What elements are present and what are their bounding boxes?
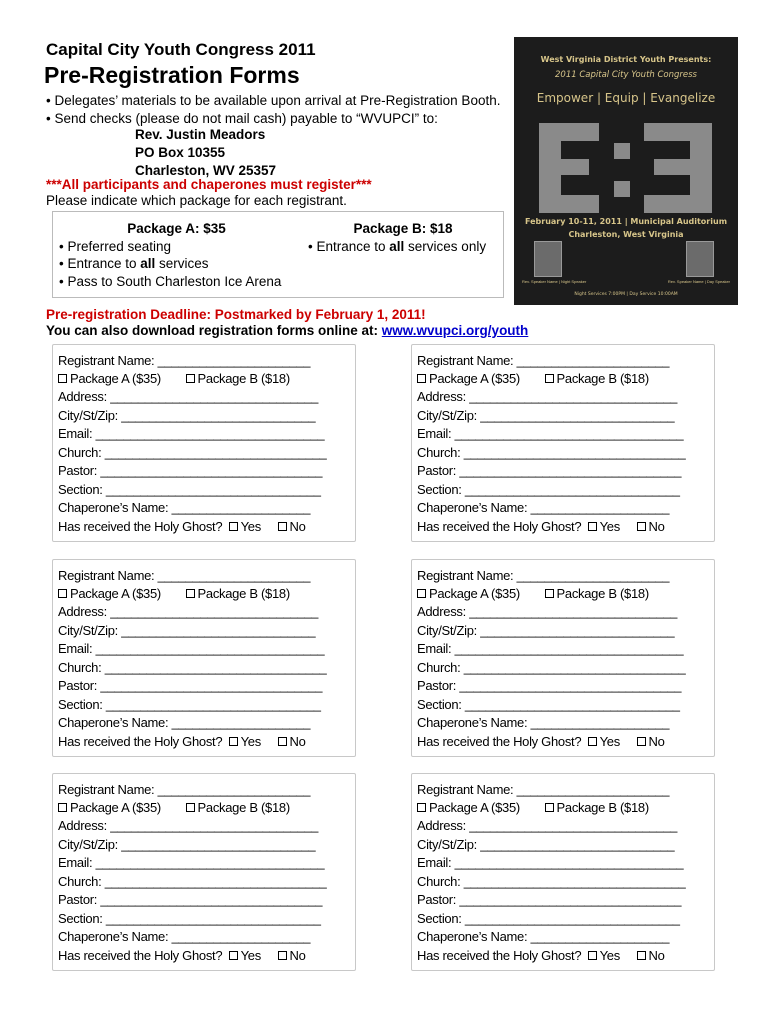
chaperone-field[interactable]: Chaperone’s Name: ____________________ bbox=[58, 500, 311, 515]
no-label: No bbox=[648, 947, 665, 963]
email-field[interactable]: Email: _________________________________ bbox=[417, 426, 684, 441]
city-field[interactable]: City/St/Zip: ____________________________ bbox=[58, 622, 316, 638]
package-choice-row bbox=[417, 586, 649, 601]
section-field[interactable]: Section: _______________________________ bbox=[417, 696, 680, 712]
package-b-item: • Entrance to all services only bbox=[308, 238, 487, 254]
chaperone-field[interactable]: Chaperone’s Name: ____________________ bbox=[58, 929, 311, 944]
pastor-field[interactable]: Pastor: ________________________________ bbox=[417, 678, 682, 693]
registrant-form bbox=[52, 344, 356, 542]
package-b-checkbox[interactable] bbox=[545, 374, 554, 383]
no-checkbox[interactable] bbox=[278, 951, 287, 960]
yes-checkbox[interactable] bbox=[229, 522, 238, 531]
poster-location: Charleston, West Virginia bbox=[568, 230, 684, 239]
city-field[interactable]: City/St/Zip: ____________________________ bbox=[417, 407, 675, 423]
package-b-checkbox[interactable] bbox=[186, 803, 195, 812]
address-line: Charleston, WV 25357 bbox=[135, 163, 277, 178]
holy-ghost-row bbox=[417, 519, 665, 534]
poster-presents: West Virginia District Youth Presents: bbox=[540, 55, 712, 64]
registrant-name-field[interactable]: Registrant Name: ______________________ bbox=[58, 782, 311, 797]
pastor-field[interactable]: Pastor: ________________________________ bbox=[417, 892, 682, 907]
package-choice-row bbox=[58, 800, 290, 815]
download-notice bbox=[46, 323, 528, 338]
package-a-checkbox[interactable] bbox=[417, 803, 426, 812]
speaker-photo-left bbox=[534, 241, 562, 277]
no-checkbox[interactable] bbox=[637, 737, 646, 746]
package-a-label: Package A ($35) bbox=[429, 800, 520, 815]
package-a-label: Package A ($35) bbox=[70, 586, 161, 601]
address-field[interactable]: Address: ______________________________ bbox=[58, 818, 319, 833]
package-a-checkbox[interactable] bbox=[58, 803, 67, 812]
speaker-photo-right bbox=[686, 241, 714, 277]
no-label: No bbox=[289, 518, 306, 534]
package-b-label: Package B ($18) bbox=[197, 800, 290, 815]
yes-label: Yes bbox=[240, 733, 261, 749]
section-field[interactable]: Section: _______________________________ bbox=[417, 481, 680, 497]
package-a-checkbox[interactable] bbox=[417, 374, 426, 383]
poster-tagline: Empower | Equip | Evangelize bbox=[536, 91, 716, 105]
registrant-name-field[interactable]: Registrant Name: ______________________ bbox=[58, 568, 311, 583]
city-field[interactable]: City/St/Zip: ____________________________ bbox=[58, 836, 316, 852]
chaperone-field[interactable]: Chaperone’s Name: ____________________ bbox=[58, 715, 311, 730]
holy-ghost-row bbox=[417, 734, 665, 749]
holy-ghost-question: Has received the Holy Ghost? bbox=[58, 733, 223, 749]
email-field[interactable]: Email: _________________________________ bbox=[417, 855, 684, 870]
package-b-label: Package B ($18) bbox=[197, 371, 290, 386]
address-field[interactable]: Address: ______________________________ bbox=[417, 818, 678, 833]
holy-ghost-row bbox=[58, 948, 306, 963]
holy-ghost-question: Has received the Holy Ghost? bbox=[417, 518, 582, 534]
package-a-item: • Entrance to all services bbox=[59, 256, 209, 271]
registrant-name-field[interactable]: Registrant Name: ______________________ bbox=[58, 353, 311, 368]
download-text: You can also download registration forms online at: bbox=[46, 323, 382, 338]
pastor-field[interactable]: Pastor: ________________________________ bbox=[58, 678, 323, 693]
registrant-name-field[interactable]: Registrant Name: ______________________ bbox=[417, 353, 670, 368]
yes-checkbox[interactable] bbox=[588, 737, 597, 746]
registrant-form bbox=[52, 559, 356, 757]
church-field[interactable]: Church: ________________________________ bbox=[417, 659, 686, 675]
package-a-label: Package A ($35) bbox=[70, 800, 161, 815]
deadline-notice: Pre-registration Deadline: Postmarked by February 1, 2011! bbox=[46, 307, 426, 322]
email-field[interactable]: Email: _________________________________ bbox=[58, 426, 325, 441]
mailing-address bbox=[135, 126, 276, 180]
registrant-form bbox=[411, 773, 715, 971]
package-a-item: • Pass to South Charleston Ice Arena bbox=[59, 273, 282, 289]
church-field[interactable]: Church: ________________________________ bbox=[58, 444, 327, 460]
package-b-label: Package B ($18) bbox=[556, 371, 649, 386]
no-checkbox[interactable] bbox=[637, 951, 646, 960]
package-a-title: Package A: $35 bbox=[127, 221, 226, 236]
package-b-label: Package B ($18) bbox=[556, 586, 649, 601]
package-b-label: Package B ($18) bbox=[556, 800, 649, 815]
note-checks: • Send checks (please do not mail cash) payable to “WVUPCI” to: bbox=[46, 111, 438, 126]
email-field[interactable]: Email: _________________________________ bbox=[58, 855, 325, 870]
holy-ghost-question: Has received the Holy Ghost? bbox=[58, 947, 223, 963]
city-field[interactable]: City/St/Zip: ____________________________ bbox=[417, 836, 675, 852]
download-link[interactable]: www.wvupci.org/youth bbox=[381, 323, 529, 338]
holy-ghost-question: Has received the Holy Ghost? bbox=[417, 947, 582, 963]
event-poster bbox=[514, 37, 738, 305]
church-field[interactable]: Church: ________________________________ bbox=[417, 444, 686, 460]
address-line: Rev. Justin Meadors bbox=[135, 127, 266, 142]
event-subtitle: Capital City Youth Congress 2011 bbox=[46, 40, 316, 59]
church-field[interactable]: Church: ________________________________ bbox=[58, 659, 327, 675]
email-field[interactable]: Email: _________________________________ bbox=[58, 641, 325, 656]
chaperone-field[interactable]: Chaperone’s Name: ____________________ bbox=[417, 929, 670, 944]
registrant-name-field[interactable]: Registrant Name: ______________________ bbox=[417, 782, 670, 797]
package-a bbox=[59, 220, 294, 290]
package-b-title: Package B: $18 bbox=[353, 221, 453, 236]
pastor-field[interactable]: Pastor: ________________________________ bbox=[58, 892, 323, 907]
address-line: PO Box 10355 bbox=[135, 145, 226, 160]
must-register-notice: ***All participants and chaperones must register*** bbox=[46, 177, 372, 192]
address-field[interactable]: Address: ______________________________ bbox=[417, 389, 678, 404]
no-checkbox[interactable] bbox=[637, 522, 646, 531]
no-label: No bbox=[289, 733, 306, 749]
package-b bbox=[308, 220, 498, 255]
church-field[interactable]: Church: ________________________________ bbox=[417, 873, 686, 889]
registrant-name-field[interactable]: Registrant Name: ______________________ bbox=[417, 568, 670, 583]
page-title: Pre-Registration Forms bbox=[44, 62, 300, 88]
yes-checkbox[interactable] bbox=[588, 951, 597, 960]
chaperone-field[interactable]: Chaperone’s Name: ____________________ bbox=[417, 500, 670, 515]
poster-logo bbox=[514, 117, 738, 217]
package-options-box bbox=[52, 211, 504, 298]
package-choice-row bbox=[58, 371, 290, 386]
section-field[interactable]: Section: _______________________________ bbox=[58, 910, 321, 926]
poster-event-name: 2011 Capital City Youth Congress bbox=[555, 70, 697, 80]
yes-label: Yes bbox=[599, 947, 620, 963]
holy-ghost-question: Has received the Holy Ghost? bbox=[58, 518, 223, 534]
pastor-field[interactable]: Pastor: ________________________________ bbox=[417, 463, 682, 478]
city-field[interactable]: City/St/Zip: ____________________________ bbox=[417, 622, 675, 638]
speaker-right-caption: Rev. Speaker Name | Day Speaker bbox=[667, 279, 730, 284]
no-label: No bbox=[648, 733, 665, 749]
holy-ghost-question: Has received the Holy Ghost? bbox=[417, 733, 582, 749]
pastor-field[interactable]: Pastor: ________________________________ bbox=[58, 463, 323, 478]
no-label: No bbox=[289, 947, 306, 963]
no-checkbox[interactable] bbox=[278, 522, 287, 531]
yes-checkbox[interactable] bbox=[588, 522, 597, 531]
holy-ghost-row bbox=[58, 519, 306, 534]
package-a-item: • Preferred seating bbox=[59, 238, 172, 254]
package-choice-row bbox=[417, 800, 649, 815]
speaker-left-caption: Rev. Speaker Name | Night Speaker bbox=[522, 279, 587, 284]
package-a-checkbox[interactable] bbox=[417, 589, 426, 598]
section-field[interactable]: Section: _______________________________ bbox=[58, 481, 321, 497]
address-field[interactable]: Address: ______________________________ bbox=[417, 604, 678, 619]
package-b-checkbox[interactable] bbox=[545, 589, 554, 598]
package-b-checkbox[interactable] bbox=[186, 589, 195, 598]
yes-label: Yes bbox=[599, 518, 620, 534]
section-field[interactable]: Section: _______________________________ bbox=[417, 910, 680, 926]
registrant-form bbox=[411, 559, 715, 757]
package-choice-row bbox=[58, 586, 290, 601]
holy-ghost-row bbox=[58, 734, 306, 749]
package-a-label: Package A ($35) bbox=[429, 371, 520, 386]
package-choice-row bbox=[417, 371, 649, 386]
package-a-checkbox[interactable] bbox=[58, 374, 67, 383]
church-field[interactable]: Church: ________________________________ bbox=[58, 873, 327, 889]
package-b-checkbox[interactable] bbox=[186, 374, 195, 383]
city-field[interactable]: City/St/Zip: ____________________________ bbox=[58, 407, 316, 423]
poster-dates: February 10-11, 2011 | Municipal Auditorium bbox=[524, 217, 728, 226]
package-a-checkbox[interactable] bbox=[58, 589, 67, 598]
yes-label: Yes bbox=[240, 518, 261, 534]
registrant-form bbox=[411, 344, 715, 542]
email-field[interactable]: Email: _________________________________ bbox=[417, 641, 684, 656]
section-field[interactable]: Section: _______________________________ bbox=[58, 696, 321, 712]
no-checkbox[interactable] bbox=[278, 737, 287, 746]
yes-label: Yes bbox=[599, 733, 620, 749]
yes-checkbox[interactable] bbox=[229, 737, 238, 746]
note-materials: • Delegates’ materials to be available upon arrival at Pre-Registration Booth. bbox=[46, 93, 501, 108]
chaperone-field[interactable]: Chaperone’s Name: ____________________ bbox=[417, 715, 670, 730]
package-a-label: Package A ($35) bbox=[429, 586, 520, 601]
package-a-label: Package A ($35) bbox=[70, 371, 161, 386]
address-field[interactable]: Address: ______________________________ bbox=[58, 604, 319, 619]
address-field[interactable]: Address: ______________________________ bbox=[58, 389, 319, 404]
package-b-checkbox[interactable] bbox=[545, 803, 554, 812]
registrant-form bbox=[52, 773, 356, 971]
yes-label: Yes bbox=[240, 947, 261, 963]
poster-times: Night Services 7:00PM | Day Service 10:00AM bbox=[574, 292, 678, 297]
package-b-label: Package B ($18) bbox=[197, 586, 290, 601]
yes-checkbox[interactable] bbox=[229, 951, 238, 960]
holy-ghost-row bbox=[417, 948, 665, 963]
no-label: No bbox=[648, 518, 665, 534]
package-instruction: Please indicate which package for each registrant. bbox=[46, 193, 347, 208]
